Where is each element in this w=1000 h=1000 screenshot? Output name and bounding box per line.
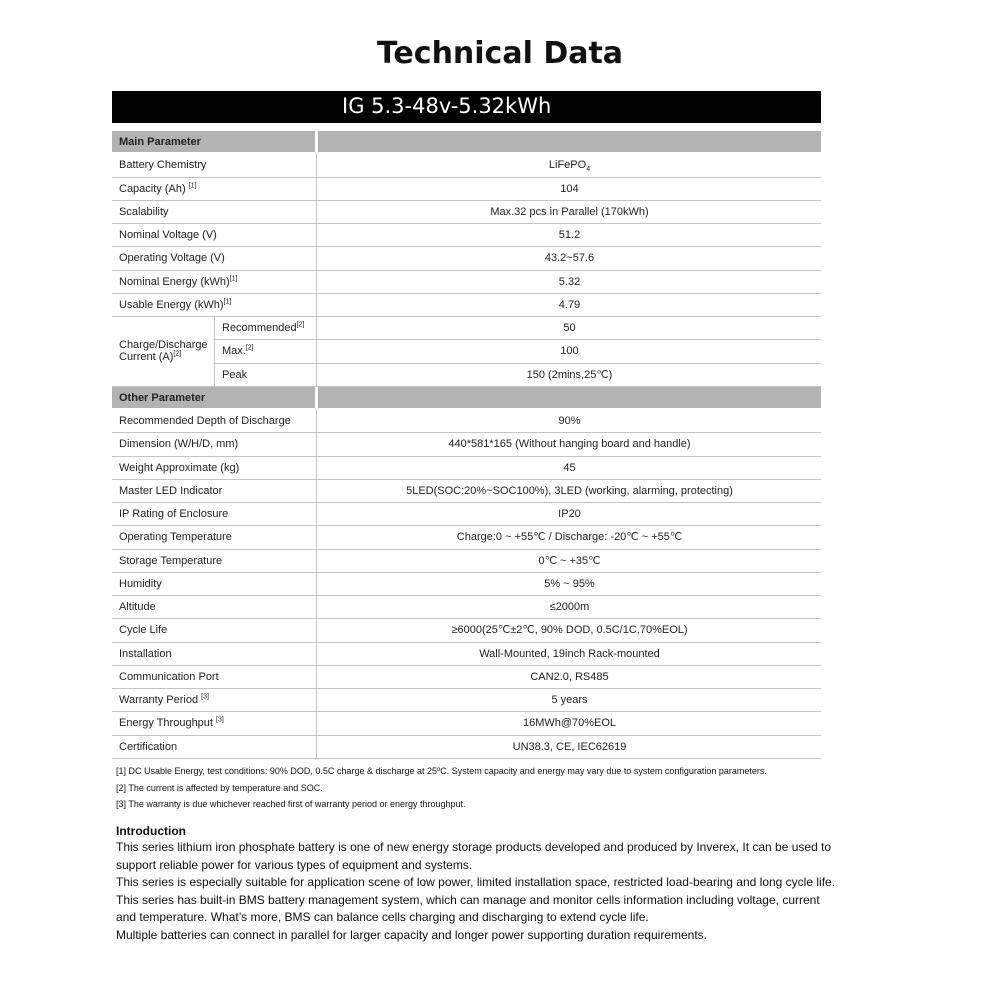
spec-row — [112, 178, 821, 201]
spec-row — [112, 247, 821, 270]
section-label: Main Parameter — [112, 131, 315, 152]
spec-label: Operating Temperature — [119, 531, 232, 544]
spec-value: UN38.3, CE, IEC62619 — [512, 740, 627, 753]
spec-value: 90% — [558, 415, 581, 427]
spec-row — [112, 619, 821, 642]
footnotes — [116, 764, 767, 814]
footnote: [1] DC Usable Energy, test conditions: 90% DOD, 0.5C charge & discharge at 25ºC. System capacity and energy may vary due to system configuration parameters. — [116, 766, 767, 776]
group-label: Charge/Discharge Current (A)[2] — [119, 339, 208, 363]
section-header-main — [112, 131, 821, 154]
spec-label: Warranty Period [3] — [119, 693, 209, 706]
spec-label: Cycle Life — [119, 624, 168, 637]
intro-heading: Introduction — [116, 824, 186, 838]
spec-label: Capacity (Ah) [1] — [119, 181, 197, 195]
spec-row — [112, 712, 821, 735]
spec-value: 150 (2mins,25℃) — [526, 368, 613, 381]
spec-value: ≤2000m — [549, 601, 590, 613]
spec-row — [112, 596, 821, 619]
spec-row — [112, 457, 821, 480]
intro-paragraph: This series is especially suitable for application scene of low power, limited installation space, restricted load-bearing and long cycle life. — [116, 875, 836, 889]
spec-value: ≥6000(25℃±2℃, 90% DOD, 0.5C/1C,70%EOL) — [451, 624, 688, 637]
spec-row — [112, 666, 821, 689]
footnote: [2] The current is affected by temperature and SOC. — [116, 782, 323, 793]
spec-value: 100 — [560, 345, 579, 358]
spec-row — [112, 480, 821, 503]
spec-label: Peak — [222, 368, 248, 381]
spec-row — [112, 643, 821, 666]
spec-label: Master LED Indicator — [119, 484, 223, 497]
spec-value: 104 — [560, 182, 579, 195]
model-name: IG 5.3-48v-5.32kWh — [342, 94, 552, 118]
charge-discharge-group — [112, 317, 821, 387]
spec-label: Battery Chemistry — [119, 159, 207, 172]
spec-label: Altitude — [119, 601, 156, 613]
spec-row — [112, 201, 821, 224]
spec-label: Scalability — [119, 205, 169, 218]
spec-row — [112, 294, 821, 317]
spec-value: 43.2~57.6 — [544, 252, 595, 265]
spec-row — [112, 689, 821, 712]
spec-label: Dimension (W/H/D, mm) — [119, 438, 239, 451]
spec-value: CAN2.0, RS485 — [530, 670, 609, 683]
spec-label: Certification — [119, 740, 178, 753]
spec-value: LiFePO$_4$ — [548, 159, 591, 174]
spec-value: 5.32 — [558, 275, 581, 288]
spec-value: 45 — [563, 461, 576, 474]
intro-paragraph: This series has built-in BMS battery management system, which can manage and monitor cells information including voltage, current and temperature. What’s more, BMS can balance cells charging and discharging to extend cycle life. — [116, 892, 820, 924]
spec-value: 4.79 — [558, 298, 581, 311]
spec-label: Nominal Energy (kWh)[1] — [119, 274, 238, 288]
spec-value: Max.32 pcs in Parallel (170kWh) — [490, 205, 649, 218]
spec-value: 440*581*165 (Without hanging board and handle) — [448, 438, 691, 451]
spec-row — [112, 224, 821, 247]
spec-row — [112, 550, 821, 573]
spec-subrow — [215, 317, 821, 340]
spec-row — [112, 154, 821, 177]
spec-value: 5 years — [551, 694, 588, 706]
spec-row — [112, 433, 821, 456]
spec-label: Recommended[2] — [222, 321, 305, 334]
spec-value: Wall-Mounted, 19inch Rack-mounted — [479, 647, 660, 660]
spec-row — [112, 410, 821, 433]
spec-table — [112, 131, 821, 759]
spec-row — [112, 271, 821, 294]
spec-row — [112, 526, 821, 549]
spec-label: IP Rating of Enclosure — [119, 508, 229, 520]
spec-subrow — [215, 364, 821, 387]
spec-value: IP20 — [558, 508, 581, 520]
spec-value: 5% ~ 95% — [544, 577, 595, 590]
spec-value: Charge:0 ~ +55℃ / Discharge: -20℃ ~ +55℃ — [456, 531, 683, 544]
spec-label: Installation — [119, 647, 172, 660]
spec-row — [112, 573, 821, 596]
spec-value: 0℃ ~ +35℃ — [538, 554, 601, 567]
spec-value: 5LED(SOC:20%~SOC100%), 3LED (working, alarming, protecting) — [406, 484, 733, 497]
spec-label: Storage Temperature — [119, 554, 223, 567]
spec-label: Communication Port — [119, 670, 219, 683]
spec-value: 50 — [563, 322, 576, 334]
spec-label: Energy Throughput [3] — [119, 716, 224, 730]
model-banner — [112, 91, 821, 123]
spec-label: Usable Energy (kWh)[1] — [119, 298, 232, 311]
spec-label: Operating Voltage (V) — [119, 252, 225, 265]
spec-label: Humidity — [119, 577, 162, 590]
spec-row — [112, 503, 821, 526]
spec-label: Max.[2] — [222, 344, 254, 358]
introduction — [116, 824, 836, 944]
spec-value: 16MWh@70%EOL — [522, 717, 617, 730]
page-title: Technical Data — [376, 36, 624, 71]
section-label: Other Parameter — [112, 387, 315, 408]
spec-subrow — [215, 340, 821, 363]
spec-label: Nominal Voltage (V) — [119, 229, 217, 241]
spec-label: Weight Approximate (kg) — [119, 461, 240, 474]
spec-label: Recommended Depth of Discharge — [119, 415, 291, 427]
spec-row — [112, 736, 821, 759]
intro-paragraph: Multiple batteries can connect in parallel for larger capacity and longer power supporting duration requirements. — [116, 927, 707, 942]
spec-value: 51.2 — [558, 229, 581, 241]
footnote: [3] The warranty is due whichever reached first of warranty period or energy throughput. — [116, 799, 466, 809]
intro-paragraph: This series lithium iron phosphate battery is one of new energy storage products developed and produced by Inverex, It can be used to support reliable power for various types of equipment and systems. — [116, 840, 832, 872]
section-header-other — [112, 387, 821, 410]
